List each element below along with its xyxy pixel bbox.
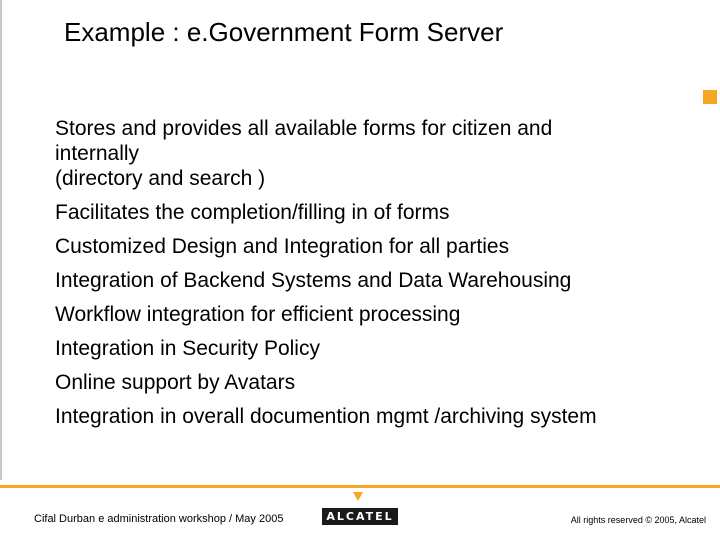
alcatel-logo [322, 492, 398, 526]
bullet-line: Workflow integration for efficient processing [55, 303, 461, 326]
bullet-line: Facilitates the completion/filling in of forms [55, 201, 450, 224]
bullet-item [55, 116, 597, 191]
bullet-item [55, 404, 597, 429]
bullet-line: Integration in Security Policy [55, 337, 320, 360]
accent-square [703, 90, 717, 104]
bullet-line: Customized Design and Integration for all parties [55, 235, 510, 258]
footer-divider [0, 485, 720, 488]
left-border-rule [0, 0, 2, 480]
bullet-list [55, 116, 597, 438]
bullet-item [55, 268, 597, 293]
footer-copyright: All rights reserved © 2005, Alcatel [570, 515, 706, 525]
slide-title: Example : e.Government Form Server [64, 17, 504, 47]
bullet-line: Integration in overall documention mgmt /archiving system [55, 405, 597, 428]
footer-event-text: Cifal Durban e administration workshop / May 2005 [34, 513, 284, 525]
bullet-line: (directory and search ) [55, 167, 266, 190]
bullet-item [55, 336, 597, 361]
bullet-item [55, 200, 597, 225]
bullet-line: Stores and provides all available forms for citizen and [55, 117, 553, 140]
logo-wordmark: ALCATEL [322, 508, 398, 525]
bullet-line: Online support by Avatars [55, 371, 296, 394]
bullet-line: internally [55, 142, 140, 165]
bullet-item [55, 370, 597, 395]
bullet-item [55, 234, 597, 259]
triangle-down-icon [353, 492, 363, 501]
bullet-line: Integration of Backend Systems and Data Warehousing [55, 269, 572, 292]
bullet-item [55, 302, 597, 327]
